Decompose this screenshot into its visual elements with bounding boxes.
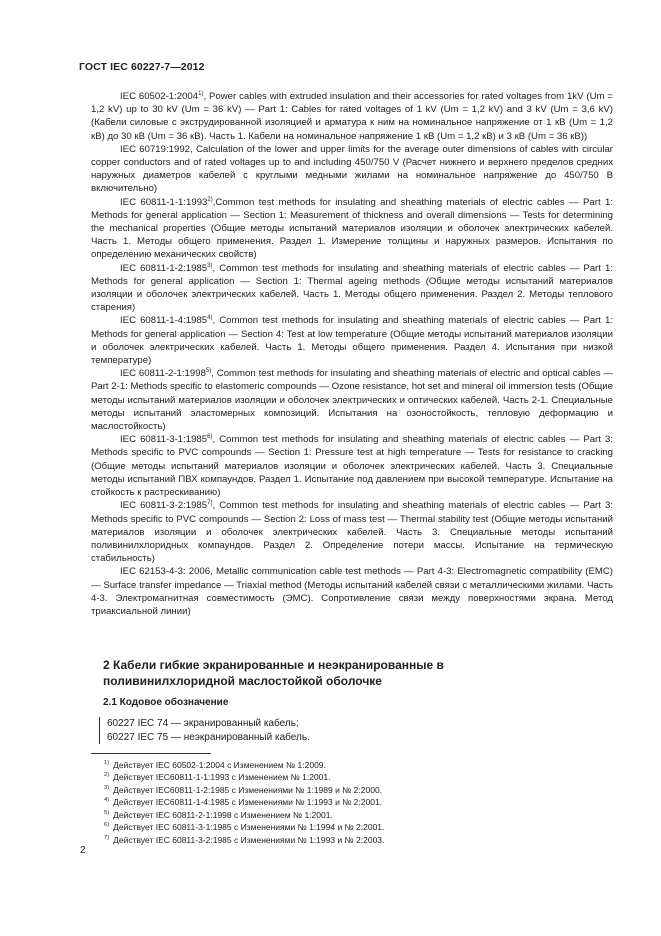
footnote-marker: 5) <box>205 368 212 375</box>
footnote-marker: 4) <box>207 315 213 322</box>
reference-id: IEC 60811-3-2:1985 <box>120 500 208 512</box>
reference-item <box>91 90 613 143</box>
footnote-divider <box>91 753 211 754</box>
reference-text: , Common test methods for insulating and sheathing materials of electric cables — Part 3: Methods specific to PVC compounds — Section 2: Loss of mass test — Thermal stability test (Общие методы испытаний материалов изоляции и оболочек электрических кабелей. Часть 3. Специальные методы испытаний поливинилхлоридных компаундов. Раздел 2. Определение потери массы. Испытание на термическую стабильность) <box>91 500 613 565</box>
reference-id: IEC 60811-1-2:1985 <box>120 262 208 274</box>
references-list <box>91 90 613 618</box>
footnote-number: 7) <box>104 834 110 841</box>
code-line: 60227 IEC 74 — экранированный кабель; <box>107 718 299 729</box>
page-number: 2 <box>80 845 86 856</box>
footnote-marker: 6) <box>207 434 213 441</box>
footnote-number: 2) <box>104 772 110 779</box>
reference-text: , Common test methods for insulating and sheathing materials of electric cables — Part 1: Methods for general application — Section 4: Test at low temperature (Общие методы испытаний материалов изоляции и оболочек электрических кабелей. Часть 1. Методы общего применения. Раздел 4. Испытания при низкой температуре) <box>91 315 613 367</box>
footnote-text: Действует IEC 60502-1:2004 с Изменением № 1:2009. <box>113 759 326 770</box>
reference-id: IEC 60811-2-1:1998 <box>120 368 206 380</box>
footnote-item <box>104 783 384 795</box>
code-designations <box>99 717 310 744</box>
footnote-marker: 1) <box>198 90 204 97</box>
reference-id: IEC 60811-1-1:1993 <box>120 196 208 208</box>
subsection-heading: 2.1 Кодовое обозначение <box>103 697 229 708</box>
footnote-number: 6) <box>104 822 110 829</box>
reference-item <box>91 143 613 196</box>
footnote-number: 4) <box>104 797 110 804</box>
reference-text: , Common test methods for insulating and sheathing materials of electric cables — Part 3: Methods specific to PVC compounds — Section 1: Pressure test at high temperature — Tests for resistance to cracking (Общие методы испытаний материалов изоляции и оболочек электрических кабелей. Часть 3. Специальные методы испытаний ПВХ компаундов. Раздел 1. Испытание под давлением при высокой температуре. Испытание на стойкость к растрескиванию) <box>91 434 613 499</box>
reference-item <box>91 499 613 565</box>
footnotes-list <box>104 758 384 845</box>
footnote-item <box>104 833 384 845</box>
reference-id: IEC 60502-1:2004 <box>120 91 199 102</box>
reference-item <box>91 262 613 315</box>
document-header: ГОСТ IEC 60227-7—2012 <box>79 61 205 73</box>
footnote-text: Действует IEC 60811-2-1:1998 с Изменением № 1:2001. <box>113 809 333 820</box>
reference-item <box>91 314 613 367</box>
footnote-marker: 3) <box>207 262 213 269</box>
reference-id: IEC 60811-1-4:1985 <box>120 315 208 327</box>
reference-id: IEC 62153-4-3: 2006 <box>120 566 211 578</box>
reference-text: , Common test methods for insulating and sheathing materials of electric cables — Part 1: Methods for general application — Section 1: Thermal ageing methods (Общие методы испытаний материалов изоляции и оболочек электрических кабелей. Часть 1. Методы общего применения. Раздел 2. Методы теплового старения) <box>91 262 613 314</box>
footnote-marker: 2) <box>207 196 213 203</box>
reference-item <box>91 367 613 433</box>
footnote-item <box>104 808 384 820</box>
footnote-item <box>104 820 384 832</box>
reference-item <box>91 433 613 499</box>
footnote-text: Действует IEC60811-1-1:1993 с Изменением № 1:2001. <box>113 772 331 783</box>
reference-id: IEC 60811-3-1:1985 <box>120 434 208 446</box>
footnote-text: Действует IEC 60811-3-1:1985 с Изменениями № 1:1994 и № 2:2001. <box>113 821 385 832</box>
footnote-item <box>104 795 384 807</box>
footnote-number: 3) <box>104 784 110 791</box>
reference-text: , Metallic communication cable test methods — Part 4-3: Electromagnetic compatibility (EMC) — Surface transfer impedance — Triaxial method (Методы испытаний кабелей связи с металлическими жилами. Часть 4-3. Электромагнитная совместимость (ЭМС). Сопротивление связи между поверхностями экрана. Метод триаксиальной линии) <box>91 566 613 617</box>
footnote-item <box>104 770 384 782</box>
footnote-text: Действует IEC 60811-3-2:1985 с Изменениями № 1:1993 и № 2:2003. <box>113 834 385 845</box>
footnote-number: 1) <box>104 760 110 766</box>
footnote-number: 5) <box>104 809 110 816</box>
code-line: 60227 IEC 75 — неэкранированный кабель. <box>107 731 310 743</box>
reference-item <box>91 565 613 618</box>
footnote-text: Действует IEC60811-1-2:1985 с Изменениями № 1:1989 и № 2:2000. <box>113 784 383 795</box>
reference-text: , Common test methods for insulating and sheathing materials of electric and optical cables — Part 2-1: Methods specific to elastomeric compounds — Ozone resistance, hot set and mineral oil immersion tests (Общие методы испытаний материалов изоляции и оболочек электрических и оптических кабелей. Часть 2-1. Специальные методы испытаний эластомерных композиций. Испытания на озоностойкость, тепловую деформацию и маслостойкость) <box>91 368 613 433</box>
footnote-item <box>104 758 384 770</box>
section-heading: 2 Кабели гибкие экранированные и неэкранированные в поливинилхлоридной маслостойкой оболочке <box>103 658 444 688</box>
footnote-marker: 7) <box>207 500 213 507</box>
footnote-text: Действует IEC60811-1-4:1985 с Изменениями № 1:1993 и № 2:2001. <box>113 797 383 808</box>
reference-id: IEC 60719:1992 <box>120 143 190 155</box>
reference-text: , Calculation of the lower and upper limits for the average outer dimensions of cables with circular copper conductors and of rated voltages up to and including 450/750 V (Расчет нижнего и верхнего пределов средних наружных диаметров кабелей с круглыми медными жилами на номинальное напряжение до 450/750 В включительно) <box>91 143 613 195</box>
reference-text: , Power cables with extruded insulation and their accessories for rated voltages from 1kV (Um = 1,2 kV) up to 30 kV (Um = 36 kV) — Part 1: Cables for rated voltages of 1 kV (Um = 1,2 kV) and 3 kV (Um = 3,6 kV) (Кабели силовые с экструдированной изоляцией и арматура к ним на номинальное напряжение от 1 кВ (Um = 1,2 кВ) до 30 кВ (Um = 36 кВ). Часть 1. Кабели на номинальное напряжение 1 кВ (Um = 1,2 кВ) и 3 кВ (Um = 36 кВ)) <box>91 91 613 142</box>
reference-item <box>91 196 613 262</box>
reference-text: ,Common test methods for insulating and sheathing materials of electric cables — Part 1: Methods for general application — Section 1: Measurement of thickness and overall dimensions — Tests for determining the mechanical properties (Общие методы испытаний материалов изоляции и оболочек электрических кабелей. Часть 1. Методы общего применения. Раздел 1. Измерение толщины и наружных размеров. Испытания по определению механических свойств) <box>91 196 613 261</box>
